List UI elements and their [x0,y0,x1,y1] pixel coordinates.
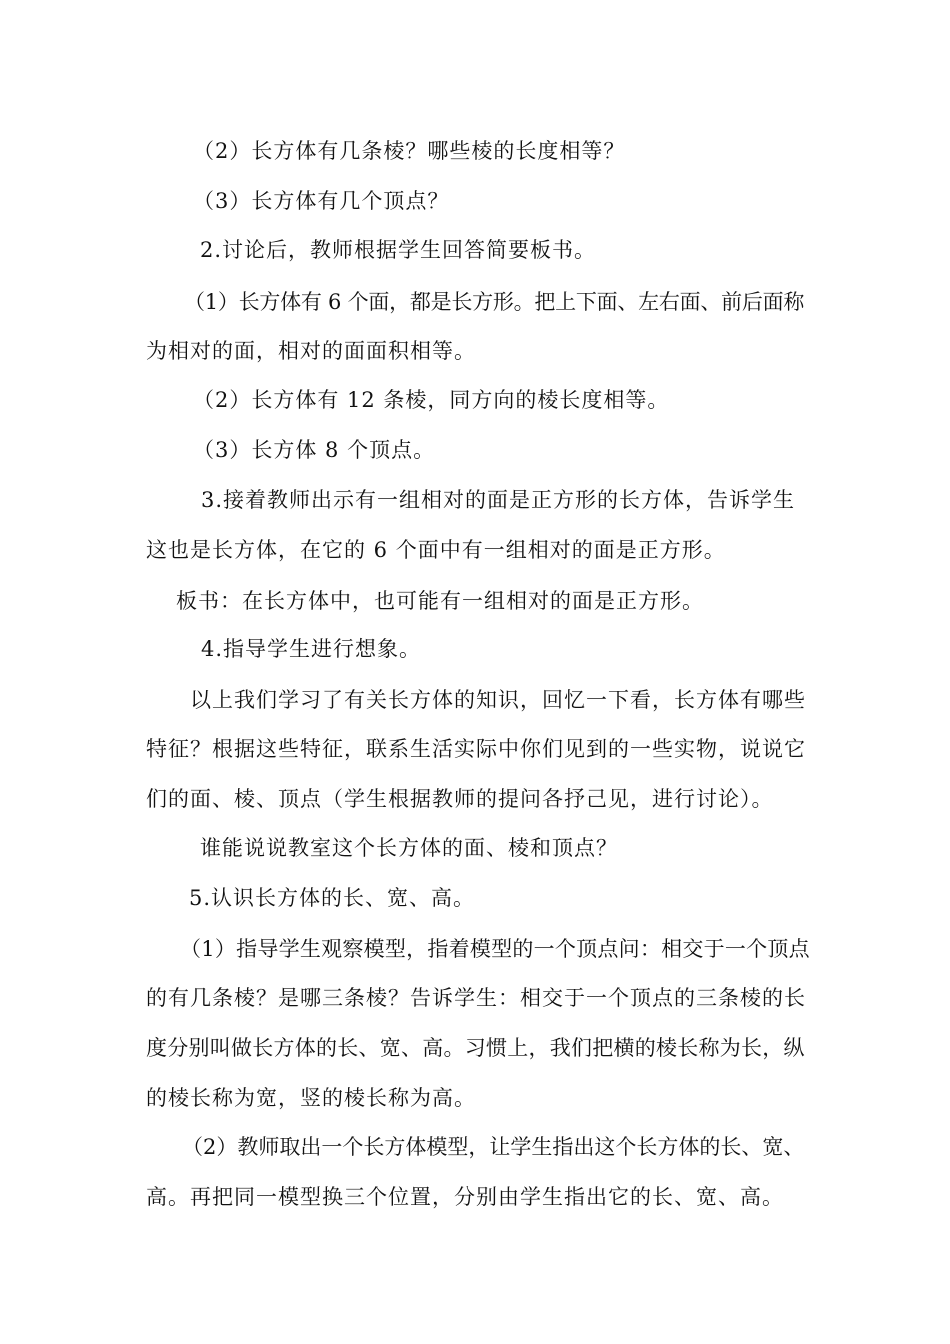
text-line: （2）长方体有 12 条棱，同方向的棱长度相等。 [193,388,670,412]
text-line: 特征？根据这些特征，联系生活实际中你们见到的一些实物，说说它 [146,737,806,761]
text-line: 3.接着教师出示有一组相对的面是正方形的长方体，告诉学生 [201,488,796,512]
text-line: 谁能说说教室这个长方体的面、棱和顶点？ [200,836,618,860]
text-line: （1）长方体有 6 个面，都是长方形。把上下面、左右面、前后面称 [184,290,805,314]
text-line: 为相对的面，相对的面面积相等。 [146,339,476,363]
text-line: 的有几条棱？是哪三条棱？告诉学生：相交于一个顶点的三条棱的长 [146,986,806,1010]
text-line: （2）教师取出一个长方体模型，让学生指出这个长方体的长、宽、 [182,1135,805,1159]
text-line: 4.指导学生进行想象。 [201,637,422,661]
text-line: （3）长方体有几个顶点？ [193,189,450,213]
text-line: （2）长方体有几条棱？哪些棱的长度相等？ [193,139,626,163]
text-line: 度分别叫做长方体的长、宽、高。习惯上，我们把横的棱长称为长，纵 [146,1036,805,1060]
text-line: 的棱长称为宽，竖的棱长称为高。 [146,1086,476,1110]
text-line: 板书：在长方体中，也可能有一组相对的面是正方形。 [176,589,704,613]
text-line: 2.讨论后，教师根据学生回答简要板书。 [200,238,597,262]
text-line: 这也是长方体，在它的 6 个面中有一组相对的面是正方形。 [146,538,726,562]
text-line: （1）指导学生观察模型，指着模型的一个顶点问：相交于一个顶点 [180,937,810,961]
text-line: 高。再把同一模型换三个位置，分别由学生指出它的长、宽、高。 [146,1185,784,1209]
text-line: （3）长方体 8 个顶点。 [193,438,436,462]
text-line: 以上我们学习了有关长方体的知识，回忆一下看，长方体有哪些 [190,688,806,712]
text-line: 5.认识长方体的长、宽、高。 [189,886,476,910]
text-line: 们的面、棱、顶点（学生根据教师的提问各抒己见，进行讨论）。 [146,787,774,811]
